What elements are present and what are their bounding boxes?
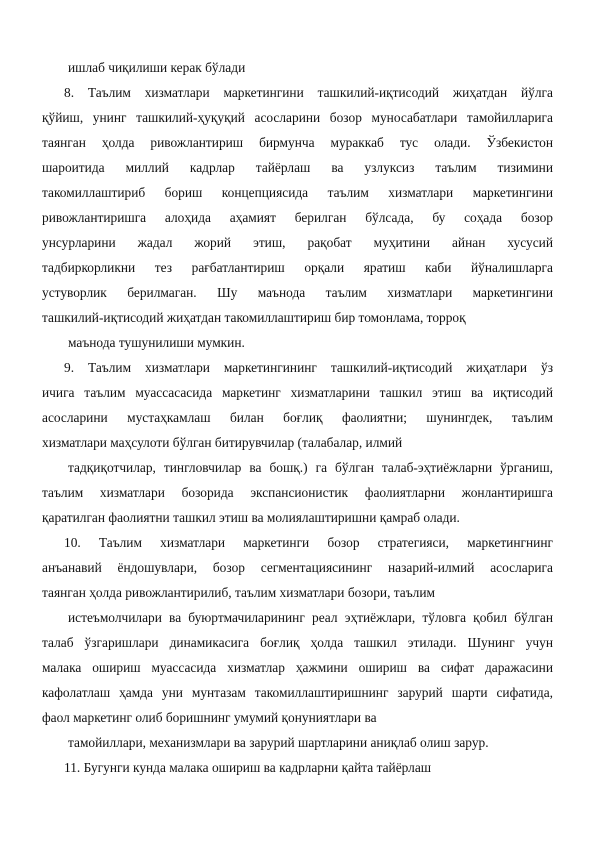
text-line: устуворлик берилмаган. Шу маънода таълим хизматлари маркетингини — [42, 285, 553, 300]
item-10-first-line: 10. Таълим хизматлари маркетинги бозор стратегияси, маркетингнинг — [64, 535, 553, 550]
text-line: тадқиқотчилар, тингловчилар ва бошқ.) га бўлган талаб-эҳтиёжларни ўрганиш, — [68, 460, 553, 475]
text-line: анъанавий ёндошувлари, бозор сегментациясининг назарий-илмий асосларига — [42, 560, 553, 575]
text-line: таянган ҳолда ривожлантирилиб, таълим хизматлари бозори, таълим — [42, 585, 435, 600]
text-line: унсурларини жадал жорий этиш, рақобат муҳитини айнан хусусий — [42, 235, 553, 250]
item-11-first-line: 11. Бугунги кунда малака ошириш ва кадрларни қайта тайёрлаш — [64, 760, 432, 775]
text-line: ишлаб чиқилиши керак бўлади — [68, 60, 246, 75]
text-line: ривожлантиришга алоҳида аҳамият берилган бўлсада, бу соҳада бозор — [42, 210, 553, 225]
text-line: фаол маркетинг олиб боришнинг умумий қонуниятлари ва — [42, 710, 377, 725]
text-line: истеъмолчилари ва буюртмачиларининг реал эҳтиёжлари, тўловга қобил бўлган — [68, 610, 553, 625]
text-line: талаб ўзгаришлари динамикасига боғлиқ ҳолда ташкил этилади. Шунинг учун — [42, 635, 553, 650]
text-line: маънода тушунилиши мумкин. — [68, 335, 245, 350]
text-line: малака ошириш муассасида хизматлар ҳажмини ошириш ва сифат даражасини — [42, 660, 553, 675]
text-line: ичига таълим муассасасида маркетинг хизматларини ташкил этиш ва иқтисодий — [42, 385, 553, 400]
item-8-first-line: 8. Таълим хизматлари маркетингини ташкилий-иқтисодий жиҳатдан йўлга — [64, 85, 553, 100]
text-line: кафолатлаш ҳамда уни мунтазам такомиллаштиришнинг зарурий шарти сифатида, — [42, 685, 553, 700]
text-line: такомиллаштириб бориш концепциясида таълим хизматлари маркетингини — [42, 185, 553, 200]
text-line: таълим хизматлари бозорида экспансионистик фаолиятларни жонлантиришга — [42, 485, 553, 500]
text-line: қўйиш, унинг ташкилий-ҳуқуқий асосларини бозор муносабатлари тамойилларига — [42, 110, 553, 125]
text-line: асосларини мустаҳкамлаш билан боғлиқ фаолиятни; шунингдек, таълим — [42, 410, 553, 425]
text-line: қаратилган фаолиятни ташкил этиш ва молиялаштиришни қамраб олади. — [42, 510, 460, 525]
text-line: таянган ҳолда ривожлантириш бирмунча мураккаб тус олади. Ўзбекистон — [42, 135, 553, 150]
text-line: тадбиркорликни тез рағбатлантириш орқали яратиш каби йўналишларга — [42, 260, 553, 275]
text-line: ташкилий-иқтисодий жиҳатдан такомиллаштириш бир томонлама, торроқ — [42, 310, 466, 325]
text-line: тамойиллари, механизмлари ва зарурий шартларини аниқлаб олиш зарур. — [68, 735, 489, 750]
text-line: шароитида миллий кадрлар тайёрлаш ва узлуксиз таълим тизимини — [42, 160, 553, 175]
item-9-first-line: 9. Таълим хизматлари маркетингининг ташкилий-иқтисодий жиҳатлари ўз — [64, 360, 553, 375]
text-line: хизматлари маҳсулоти бўлган битирувчилар (талабалар, илмий — [42, 435, 403, 450]
